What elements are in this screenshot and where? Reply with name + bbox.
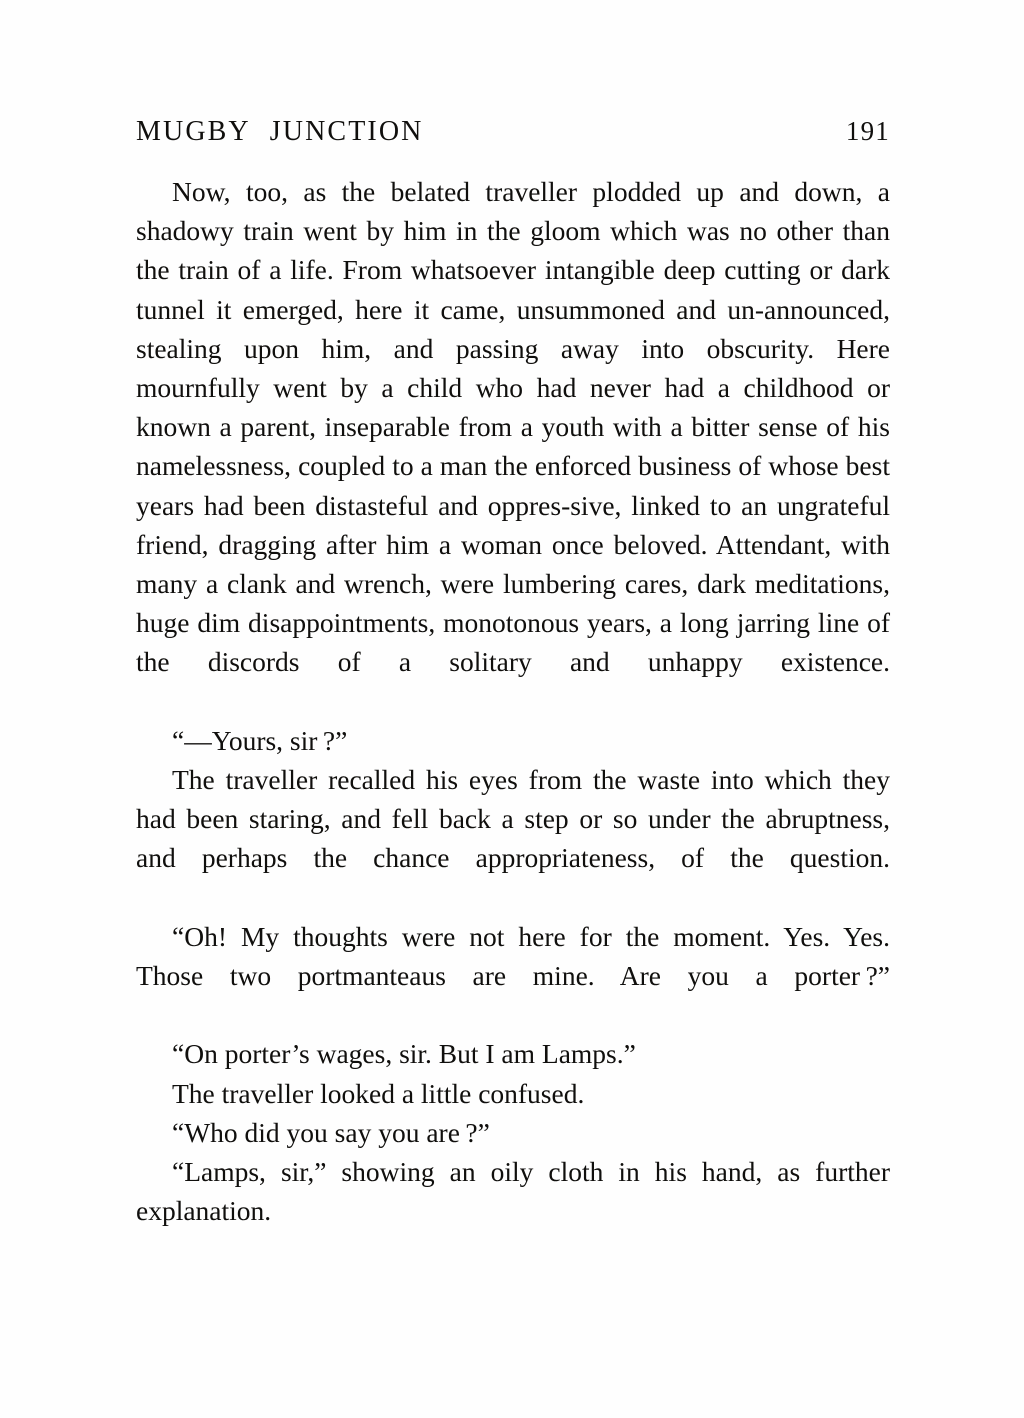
paragraph: “Who did you say you are ?” [172, 1116, 490, 1148]
paragraph: “On porter’s wages, sir. But I am Lamps.” [172, 1038, 636, 1070]
paragraph: Now, too, as the belated traveller plodded up and down, a shadowy train went by him in the gloom which was no other than the train of a life. From whatsoever intangible deep cutting or dark tunnel it emerged, here it came, unsummoned and un-announced, stealing upon him, and passing away into obscurity. Here mournfully went by a child who had never had a childhood or known a parent, inseparable from a youth with a bitter sense of his namelessness, coupled to a man the enforced business of whose best years had been distasteful and oppres-sive, linked to an ungrateful friend, dragging after him a woman once beloved. Attendant, with many a clank and wrench, were lumbering cares, dark meditations, huge dim disappointments, monotonous years, a long jarring line of the discords of a solitary and unhappy existence. [136, 176, 890, 678]
paragraph: The traveller looked a little confused. [172, 1077, 585, 1109]
running-head-title: MUGBY JUNCTION [136, 116, 424, 147]
text-block [136, 118, 890, 1270]
paragraph: “Oh! My thoughts were not here for the moment. Yes. Yes. Those two portmanteaus are mine. Are you a porter ?” [136, 920, 890, 992]
page-number: 191 [845, 116, 890, 146]
paragraph: “Lamps, sir,” showing an oily cloth in his hand, as further explanation. [136, 1156, 890, 1227]
paragraph: “—Yours, sir ?” [172, 724, 348, 756]
paragraph: The traveller recalled his eyes from the waste into which they had been staring, and fell back a step or so under the abruptness, and perhaps the chance appropriateness, of the question. [136, 764, 890, 874]
running-head [136, 118, 890, 152]
